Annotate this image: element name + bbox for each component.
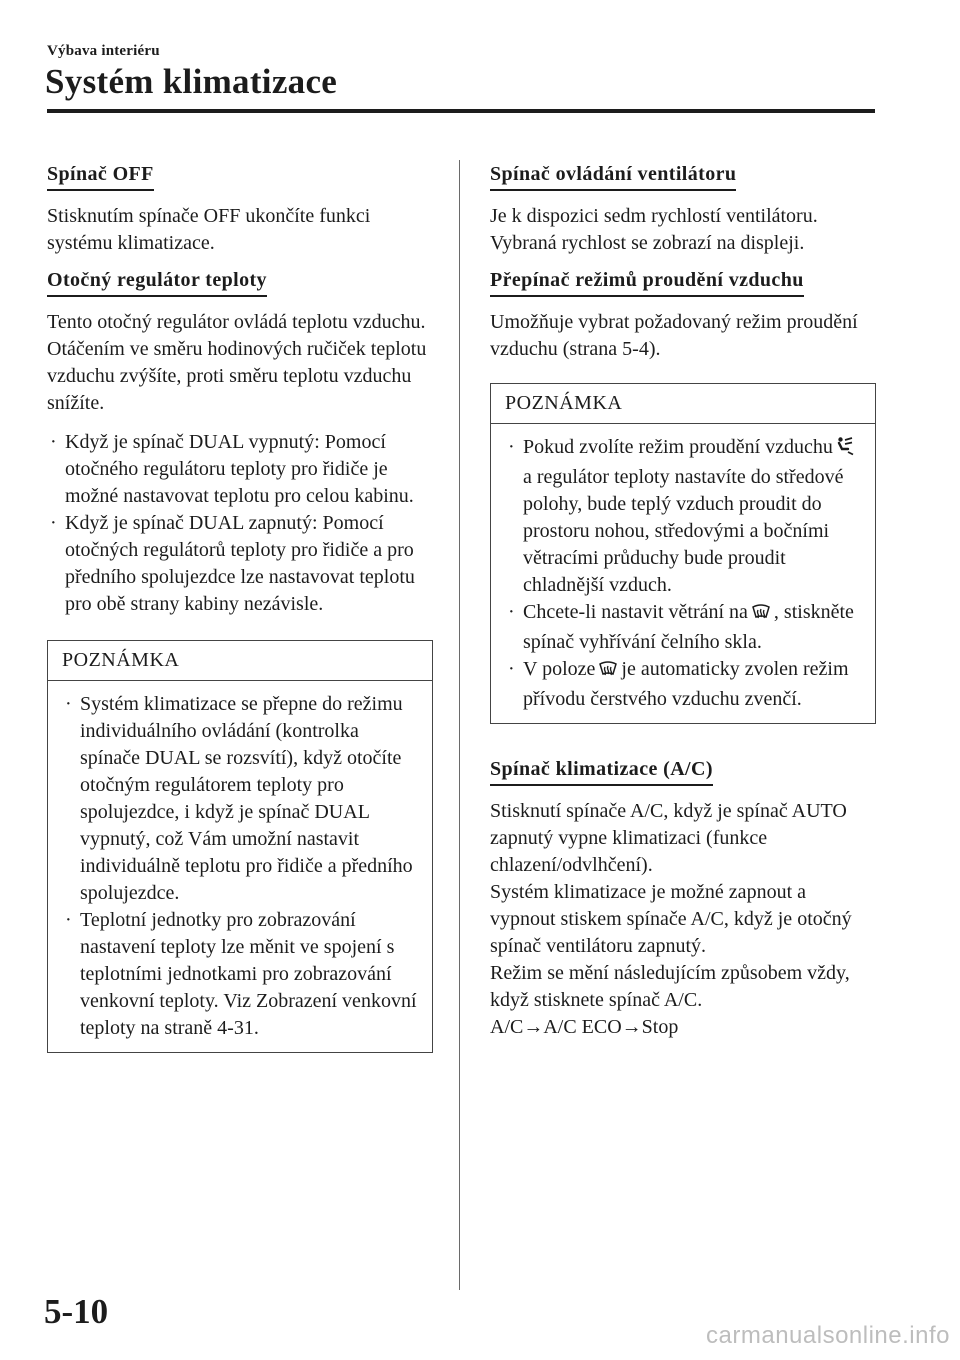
note-bullet-list bbox=[505, 434, 865, 713]
note-body bbox=[491, 424, 875, 723]
note-title: POZNÁMKA bbox=[491, 384, 875, 424]
note-bullet-list bbox=[62, 691, 422, 1042]
bullet-icon: · bbox=[50, 431, 57, 453]
temp-dial-text: Tento otočný regulátor ovládá teplotu vzduchu. Otáčením ve směru hodinových ručiček teplotu vzduchu zvýšíte, proti směru teplotu vzduchu snížíte. bbox=[47, 311, 427, 414]
ac-switch-text bbox=[490, 798, 876, 1041]
off-switch-text: Stisknutím spínače OFF ukončíte funkci systému klimatizace. bbox=[47, 205, 371, 254]
note-box bbox=[47, 640, 433, 1053]
bullet-text: Chcete-li nastavit větrání na bbox=[523, 601, 748, 623]
bullet-text: Pokud zvolíte režim proudění vzduchu bbox=[523, 436, 833, 458]
fan-switch-heading: Spínač ovládání ventilátoru bbox=[490, 163, 736, 191]
windshield-defrost-icon bbox=[598, 659, 618, 686]
bullet-text: Systém klimatizace se přepne do režimu individuálního ovládání (kontrolka spínače DUAL se rozsvítí), když otočíte otočným regulátorem teploty pro spolujezdce, i když je spínač DUAL vypnutý, což Vám umožní nastavit individuálně teplotu pro řidiče a předního spolujezdce. bbox=[80, 693, 413, 904]
list-item bbox=[47, 510, 433, 618]
bullet-text: Když je spínač DUAL zapnutý: Pomocí otočných regulátorů teploty pro řidiče a pro předního spolujezdce lze nastavovat teplotu pro obě strany kabiny nezávisle. bbox=[65, 512, 415, 615]
list-item bbox=[505, 656, 865, 713]
list-item bbox=[62, 907, 422, 1042]
breadcrumb: Výbava interiéru bbox=[47, 43, 160, 59]
bullet-icon: · bbox=[50, 512, 57, 534]
bullet-text: Teplotní jednotky pro zobrazování nastavení teploty lze měnit ve spojení s teplotními jednotkami pro zobrazování venkovní teploty. Viz Zobrazení venkovní teploty na straně 4-31. bbox=[80, 909, 417, 1039]
temp-bullet-list bbox=[47, 429, 433, 618]
bullet-text: V poloze bbox=[523, 658, 596, 680]
bullet-text: Když je spínač DUAL vypnutý: Pomocí otočného regulátoru teploty pro řidiče je možné nastavovat teplotu pro celou kabinu. bbox=[65, 431, 414, 507]
ac-switch-heading: Spínač klimatizace (A/C) bbox=[490, 758, 713, 786]
right-column bbox=[490, 163, 876, 1041]
note-body bbox=[48, 681, 432, 1052]
bullet-icon: · bbox=[508, 601, 515, 623]
ac-text-1: Stisknutí spínače A/C, když je spínač AUTO zapnutý vypne klimatizaci (funkce chlazení/odvlhčení). bbox=[490, 800, 847, 876]
bullet-icon: · bbox=[508, 436, 515, 458]
windshield-defrost-icon bbox=[751, 602, 771, 629]
watermark: carmanualsonline.info bbox=[706, 1322, 950, 1349]
bullet-text: , stiskněte spínač vyhřívání čelního skla. bbox=[523, 601, 854, 653]
airflow-mode-heading: Přepínač režimů proudění vzduchu bbox=[490, 269, 804, 297]
bullet-text: a regulátor teploty nastavíte do středové polohy, bude teplý vzduch proudit do prostoru nohou, středovými a bočními větracími průduchy bude proudit chladnější vzduch. bbox=[523, 466, 844, 596]
seat-floor-vent-icon bbox=[836, 436, 854, 464]
bullet-icon: · bbox=[65, 909, 72, 931]
column-divider bbox=[459, 160, 460, 1290]
title-rule bbox=[47, 109, 875, 113]
off-switch-heading: Spínač OFF bbox=[47, 163, 154, 191]
page-number: 5-10 bbox=[44, 1292, 109, 1331]
bullet-icon: · bbox=[65, 693, 72, 715]
list-item bbox=[62, 691, 422, 907]
ac-text-3: Režim se mění následujícím způsobem vždy, když stisknete spínač A/C. bbox=[490, 962, 850, 1011]
note-title: POZNÁMKA bbox=[48, 641, 432, 681]
left-column bbox=[47, 163, 433, 1053]
list-item bbox=[47, 429, 433, 510]
airflow-mode-text: Umožňuje vybrat požadovaný režim proudění vzduchu (strana 5-4). bbox=[490, 311, 858, 360]
ac-mode-sequence: A/C→A/C ECO→Stop bbox=[490, 1016, 679, 1038]
list-item bbox=[505, 434, 865, 599]
bullet-icon: · bbox=[508, 658, 515, 680]
fan-switch-text: Je k dispozici sedm rychlostí ventilátoru. Vybraná rychlost se zobrazí na displeji. bbox=[490, 205, 818, 254]
bullet-text: je automaticky zvolen režim přívodu čerstvého vzduchu zvenčí. bbox=[523, 658, 849, 710]
temp-dial-heading: Otočný regulátor teploty bbox=[47, 269, 267, 297]
note-box bbox=[490, 383, 876, 724]
list-item bbox=[505, 599, 865, 656]
page-title: Systém klimatizace bbox=[45, 62, 338, 101]
ac-text-2: Systém klimatizace je možné zapnout a vypnout stiskem spínače A/C, když je otočný spínač ventilátoru zapnutý. bbox=[490, 881, 852, 957]
